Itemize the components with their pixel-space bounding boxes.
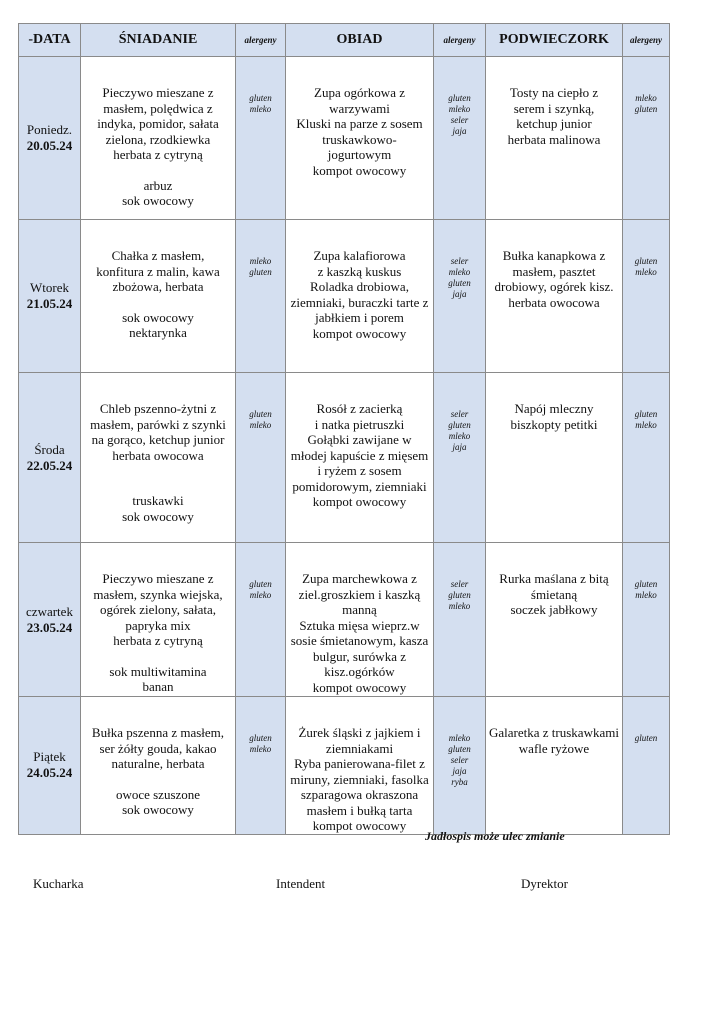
snack-cell-line: śmietaną: [530, 586, 578, 602]
allergen-item: gluten: [249, 93, 272, 103]
day-date: 22.05.24: [26, 457, 73, 473]
lunch-cell-line: warzywami: [329, 100, 390, 116]
lunch-cell-line: Żurek śląski z jajkiem i: [298, 725, 421, 740]
breakfast-cell-line: herbata z cytryną: [113, 147, 203, 162]
menu-change-note: Jadłospis może ulec zmianie: [425, 829, 565, 843]
lunch-cell-line: Ryba panierowana-filet z: [294, 756, 425, 771]
breakfast-allergens-cell: [236, 697, 286, 835]
allergen-item: seler: [450, 256, 469, 266]
allergen-item: gluten: [249, 579, 272, 589]
allergen-item: mleko: [448, 431, 471, 441]
breakfast-cell-line: konfitura z malin, kawa: [96, 263, 220, 279]
day-date: 20.05.24: [26, 138, 73, 153]
lunch-cell-line: manną: [342, 602, 377, 617]
lunch-allergens-cell: [434, 697, 486, 835]
lunch-cell: [286, 697, 434, 835]
lunch-cell-line: kompot owocowy: [312, 162, 407, 178]
breakfast-allergens-cell: [236, 57, 286, 220]
allergen-item: seler: [450, 115, 469, 125]
snack-cell-line: herbata owocowa: [508, 294, 600, 310]
allergen-item: gluten: [448, 278, 471, 288]
snack-cell-line: ketchup junior: [516, 116, 592, 131]
breakfast-cell-line: sok multiwitamina: [109, 663, 207, 679]
breakfast-cell: [81, 543, 236, 697]
snack-allergens-cell: [623, 220, 670, 373]
snack-cell: [486, 543, 623, 697]
header-allergens-lunch: alergeny: [434, 24, 486, 57]
lunch-cell-line: Gołąbki zawijane w: [307, 432, 412, 447]
allergen-item: gluten: [634, 409, 658, 419]
breakfast-cell: [81, 220, 236, 373]
lunch-cell-line: kompot owocowy: [312, 325, 407, 341]
allergen-item: jaja: [452, 442, 467, 452]
header-allergens-snack: alergeny: [623, 24, 670, 57]
allergen-item: mleko: [448, 733, 471, 743]
snack-cell-line: Galaretka z truskawkami: [489, 725, 619, 740]
lunch-cell-line: pomidorowym, ziemniaki: [292, 478, 427, 494]
breakfast-cell-line: ser żółty gouda, kakao: [99, 740, 217, 756]
lunch-cell-line: ziemniakami: [325, 740, 394, 756]
allergen-item: seler: [450, 409, 469, 419]
lunch-cell-line: i ryżem z sosem: [317, 463, 402, 478]
snack-cell: [486, 697, 623, 835]
lunch-cell: [286, 543, 434, 697]
snack-cell-line: wafle ryżowe: [518, 740, 590, 756]
snack-cell-line: biszkopty petitki: [510, 416, 598, 432]
snack-cell-line: masłem, pasztet: [512, 263, 596, 279]
breakfast-cell-line: indyka, pomidor, sałata: [97, 116, 219, 131]
lunch-cell-line: kompot owocowy: [312, 494, 407, 509]
lunch-cell-line: truskawkowo-: [322, 131, 397, 147]
allergen-item: mleko: [635, 93, 657, 103]
snack-allergens-cell: [623, 543, 670, 697]
day-name: Środa: [34, 441, 65, 457]
breakfast-cell-line: truskawki: [132, 493, 184, 508]
breakfast-cell-line: nektarynka: [129, 325, 187, 340]
allergen-item: mleko: [448, 104, 471, 114]
lunch-allergens-cell: [434, 543, 486, 697]
menu-table: [18, 23, 670, 835]
lunch-cell-line: Zupa marchewkowa z: [302, 571, 417, 586]
day-row: [19, 697, 670, 835]
lunch-allergens-cell: [434, 220, 486, 373]
lunch-cell-line: Rosół z zacierką: [316, 401, 403, 416]
snack-allergens-cell: [623, 373, 670, 543]
day-date: 21.05.24: [26, 296, 73, 311]
allergen-item: mleko: [635, 590, 657, 600]
lunch-cell-line: ziel.groszkiem i kaszką: [298, 586, 421, 602]
lunch-cell-line: bulgur, surówka z: [313, 648, 406, 664]
lunch-cell: [286, 220, 434, 373]
header-row: [19, 24, 670, 57]
lunch-cell-line: z kaszką kuskus: [317, 263, 402, 279]
lunch-cell: [286, 57, 434, 220]
lunch-cell-line: ziemniaki, buraczki tarte z: [290, 294, 429, 310]
lunch-cell-line: kompot owocowy: [312, 818, 407, 833]
breakfast-cell-line: sok owocowy: [122, 193, 194, 208]
breakfast-cell-line: Bułka pszenna z masłem,: [91, 725, 225, 740]
lunch-cell-line: Kluski na parze z sosem: [296, 116, 423, 131]
snack-cell-line: serem i szynką,: [513, 100, 595, 116]
breakfast-cell-line: Pieczywo mieszane z: [102, 571, 214, 586]
lunch-cell-line: Zupa ogórkowa z: [314, 85, 405, 100]
breakfast-cell-line: herbata owocowa: [112, 447, 204, 463]
breakfast-cell-line: zbożowa, herbata: [112, 279, 204, 294]
allergen-item: mleko: [249, 590, 272, 600]
breakfast-cell-line: masłem, polędwica z: [103, 100, 213, 116]
lunch-cell-line: młodej kapuście z mięsem: [290, 447, 429, 463]
allergen-item: gluten: [249, 409, 272, 419]
header-allergens-breakfast: alergeny: [236, 24, 286, 57]
lunch-cell-line: jogurtowym: [327, 147, 392, 162]
lunch-allergens-cell: [434, 57, 486, 220]
header-lunch: OBIAD: [286, 24, 434, 57]
breakfast-cell-line: sok owocowy: [122, 309, 194, 325]
breakfast-cell-line: masłem, szynka wiejska,: [93, 586, 223, 602]
allergen-item: mleko: [249, 744, 272, 754]
day-cell: [19, 697, 81, 835]
allergen-item: gluten: [249, 733, 272, 743]
breakfast-cell-line: Pieczywo mieszane z: [102, 85, 214, 100]
lunch-cell-line: Zupa kalafiorowa: [313, 248, 406, 263]
day-name: Wtorek: [30, 280, 69, 295]
allergen-item: seler: [450, 755, 469, 765]
snack-cell-line: Bułka kanapkowa z: [502, 248, 606, 263]
day-name: Piątek: [33, 749, 66, 765]
breakfast-allergens-cell: [236, 220, 286, 373]
breakfast-cell-line: ogórek zielony, sałata,: [99, 602, 217, 617]
allergen-item: jaja: [452, 126, 467, 136]
lunch-cell-line: kompot owocowy: [312, 679, 407, 695]
allergen-item: mleko: [249, 420, 272, 430]
header-breakfast: ŚNIADANIE: [81, 24, 236, 57]
breakfast-cell: [81, 57, 236, 220]
snack-cell-line: drobiowy, ogórek kisz.: [494, 279, 614, 294]
allergen-item: gluten: [448, 590, 471, 600]
allergen-item: gluten: [448, 93, 471, 103]
breakfast-cell-line: herbata z cytryną: [113, 633, 203, 648]
lunch-cell: [286, 373, 434, 543]
allergen-item: gluten: [634, 104, 658, 114]
lunch-cell-line: masłem i bułką tarta: [306, 802, 413, 818]
lunch-cell-line: kisz.ogórków: [324, 664, 395, 679]
allergen-item: seler: [450, 579, 469, 589]
signature-director: Dyrektor: [521, 876, 568, 891]
day-date: 24.05.24: [26, 765, 73, 781]
lunch-cell-line: Roladka drobiowa,: [310, 279, 409, 294]
snack-cell: [486, 57, 623, 220]
lunch-cell-line: szparagowa okraszona: [300, 787, 419, 802]
breakfast-cell-line: masłem, parówki z szynki: [90, 416, 226, 432]
day-name: Poniedz.: [26, 122, 73, 137]
day-name: czwartek: [26, 603, 73, 619]
breakfast-cell-line: zielona, rzodkiewka: [105, 131, 211, 147]
breakfast-cell-line: naturalne, herbata: [111, 756, 205, 771]
snack-allergens-cell: [623, 697, 670, 835]
day-row: [19, 220, 670, 373]
header-date: -DATA: [19, 24, 81, 57]
allergen-item: ryba: [451, 777, 468, 787]
breakfast-cell-line: na gorąco, ketchup junior: [91, 432, 225, 447]
allergen-item: gluten: [448, 420, 471, 430]
lunch-allergens-cell: [434, 373, 486, 543]
snack-cell-line: Napój mleczny: [514, 401, 594, 416]
breakfast-cell-line: sok owocowy: [122, 508, 194, 524]
snack-allergens-cell: [623, 57, 670, 220]
day-date: 23.05.24: [26, 619, 73, 635]
signature-cook: Kucharka: [33, 876, 84, 891]
breakfast-cell: [81, 697, 236, 835]
breakfast-cell-line: arbuz: [143, 177, 173, 193]
allergen-item: jaja: [452, 289, 467, 299]
snack-cell-line: Rurka maślana z bitą: [499, 571, 609, 586]
lunch-cell-line: i natka pietruszki: [314, 416, 405, 432]
snack-cell: [486, 373, 623, 543]
allergen-item: mleko: [448, 601, 471, 611]
lunch-cell-line: Sztuka mięsa wieprz.w: [299, 617, 420, 633]
allergen-item: gluten: [634, 256, 658, 266]
allergen-item: gluten: [249, 267, 272, 277]
allergen-item: mleko: [448, 267, 471, 277]
allergen-item: jaja: [452, 766, 467, 776]
allergen-item: mleko: [635, 420, 657, 430]
breakfast-cell-line: owoce szuszone: [115, 786, 201, 802]
header-snack: PODWIECZORK: [486, 24, 623, 57]
breakfast-allergens-cell: [236, 543, 286, 697]
allergen-item: gluten: [634, 733, 658, 743]
lunch-cell-line: sosie śmietanowym, kasza: [290, 633, 429, 648]
signature-steward: Intendent: [276, 876, 326, 891]
day-row: [19, 373, 670, 543]
snack-cell-line: Tosty na ciepło z: [509, 85, 599, 100]
breakfast-cell-line: papryka mix: [125, 617, 191, 633]
breakfast-cell: [81, 373, 236, 543]
breakfast-cell-line: banan: [142, 679, 174, 694]
allergen-item: mleko: [635, 267, 657, 277]
day-cell: [19, 220, 81, 373]
day-cell: [19, 543, 81, 697]
day-cell: [19, 57, 81, 220]
snack-cell-line: soczek jabłkowy: [510, 602, 598, 617]
day-row: [19, 543, 670, 697]
allergen-item: gluten: [634, 579, 658, 589]
allergen-item: gluten: [448, 744, 471, 754]
lunch-cell-line: miruny, ziemniaki, fasolka: [290, 771, 429, 787]
breakfast-cell-line: sok owocowy: [122, 802, 194, 817]
allergen-item: mleko: [249, 104, 272, 114]
snack-cell: [486, 220, 623, 373]
lunch-cell-line: jabłkiem i porem: [315, 310, 404, 325]
breakfast-cell-line: Chałka z masłem,: [111, 248, 205, 263]
breakfast-allergens-cell: [236, 373, 286, 543]
allergen-item: mleko: [249, 256, 272, 266]
day-cell: [19, 373, 81, 543]
snack-cell-line: herbata malinowa: [507, 131, 601, 147]
day-row: [19, 57, 670, 220]
breakfast-cell-line: Chleb pszenno-żytni z: [99, 401, 217, 416]
